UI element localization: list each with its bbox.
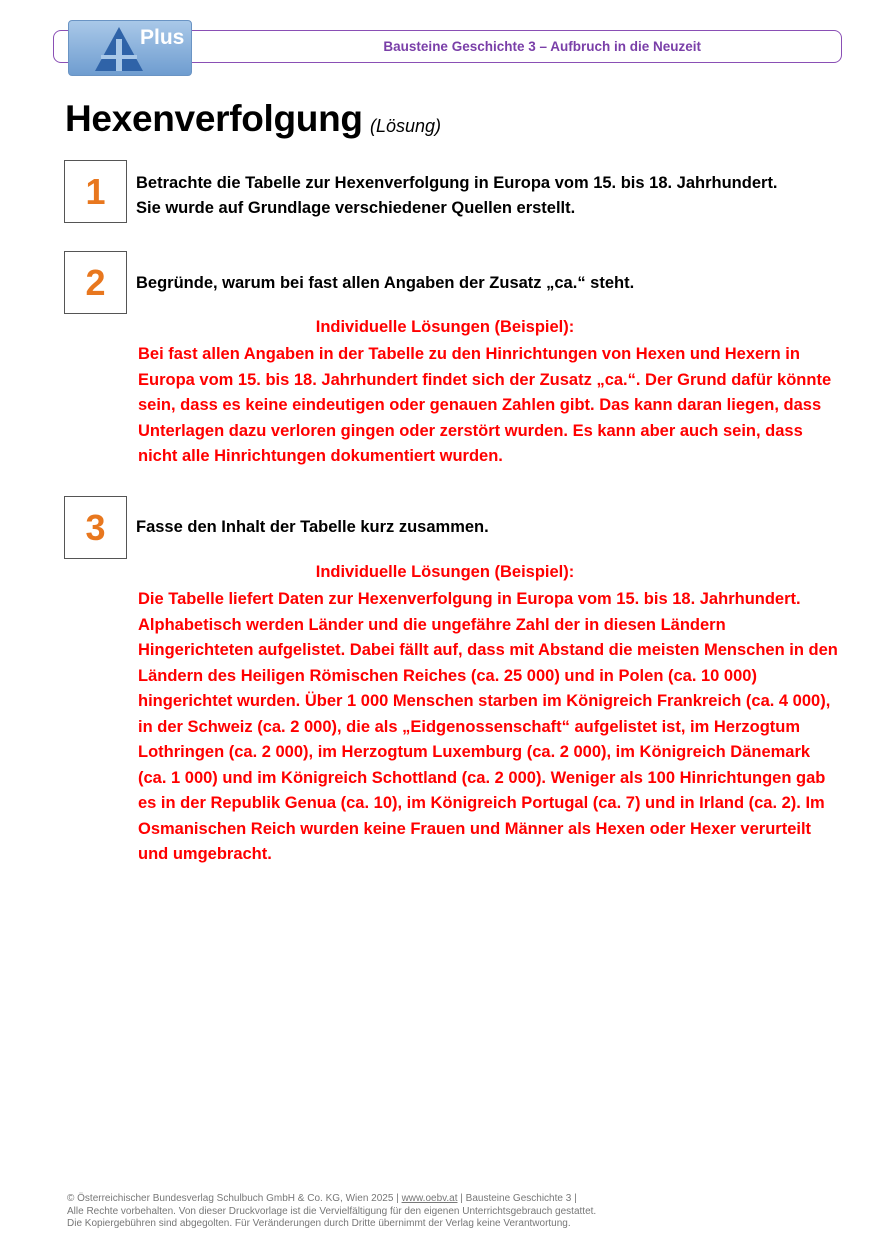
task-2-solution-heading: Individuelle Lösungen (Beispiel): bbox=[315, 318, 575, 336]
task-3-number-box: 3 bbox=[64, 496, 127, 559]
page-title: Hexenverfolgung bbox=[65, 98, 363, 139]
task-2-instruction: Begründe, warum bei fast allen Angaben der Zusatz „ca.“ steht. bbox=[136, 274, 635, 292]
task-1-instruction bbox=[136, 171, 836, 221]
footer-line-3: Die Kopiergebühren sind abgegolten. Für Veränderungen durch Dritte übernimmt der Verlag keine Verantwortung. bbox=[67, 1218, 571, 1229]
footer-line-2: Alle Rechte vorbehalten. Von dieser Druckvorlage ist die Vervielfältigung für den eigenen Unterrichtsgebrauch gestattet. bbox=[67, 1205, 597, 1217]
header-title: Bausteine Geschichte 3 – Aufbruch in die Neuzeit bbox=[383, 39, 701, 54]
task-2-number-box: 2 bbox=[64, 251, 127, 314]
logo-text: Plus bbox=[140, 26, 185, 49]
page-subtitle: (Lösung) bbox=[370, 116, 442, 136]
task-3-solution-heading: Individuelle Lösungen (Beispiel): bbox=[315, 563, 575, 581]
footer bbox=[67, 1193, 596, 1231]
plus-logo bbox=[68, 20, 192, 76]
footer-line-1 bbox=[67, 1193, 596, 1206]
footer-series: | Bausteine Geschichte 3 | bbox=[457, 1193, 577, 1204]
task-1-line-1: Betrachte die Tabelle zur Hexenverfolgung in Europa vom 15. bis 18. Jahrhundert. bbox=[136, 174, 778, 192]
task-2-solution-text: Bei fast allen Angaben in der Tabelle zu den Hinrichtungen von Hexen und Hexern in Europa vom 15. bis 18. Jahrhundert findet sich der Zusatz „ca.“. Der Grund dafür könnte sein, dass es keine eindeutigen oder genauen Zahlen gibt. Das kann daran liegen, dass Unterlagen dazu verloren gingen oder zerstört wurden. Es kann aber auch sein, dass nicht alle Hinrichtungen dokumentiert wurden. bbox=[138, 345, 832, 465]
task-3-solution-text: Die Tabelle liefert Daten zur Hexenverfolgung in Europa vom 15. bis 18. Jahrhundert. Alphabetisch werden Länder und die ungefähre Zahl der in diesen Ländern Hingerichteten aufgelistet. Dabei fällt auf, dass mit Abstand die meisten Menschen in den Ländern des Heiligen Römischen Reiches (ca. 25 000) und in Polen (ca. 10 000) hingerichtet wurden. Über 1 000 Menschen starben im Königreich Frankreich (ca. 4 000), in der Schweiz (ca. 2 000), die als „Eidgenossenschaft“ aufgelistet ist, im Herzogtum Lothringen (ca. 2 000), im Herzogtum Luxemburg (ca. 2 000), im Königreich Dänemark (ca. 1 000) und im Königreich Schottland (ca. 2 000). Weniger als 100 Hinrichtungen gab es in der Republik Genua (ca. 10), im Königreich Portugal (ca. 7) und in Irland (ca. 2). Im Osmanischen Reich wurden keine Frauen und Männer als Hexen oder Hexer verurteilt und umgebracht. bbox=[138, 590, 838, 863]
task-3-instruction: Fasse den Inhalt der Tabelle kurz zusammen. bbox=[136, 518, 489, 536]
task-1-number-box: 1 bbox=[64, 160, 127, 223]
footer-copyright: © Österreichischer Bundesverlag Schulbuch GmbH & Co. KG, Wien 2025 | bbox=[67, 1193, 402, 1204]
publisher-link[interactable]: www.oebv.at bbox=[401, 1193, 458, 1204]
task-1-line-2: Sie wurde auf Grundlage verschiedener Quellen erstellt. bbox=[136, 199, 576, 217]
triangle-logo-icon bbox=[93, 25, 145, 73]
